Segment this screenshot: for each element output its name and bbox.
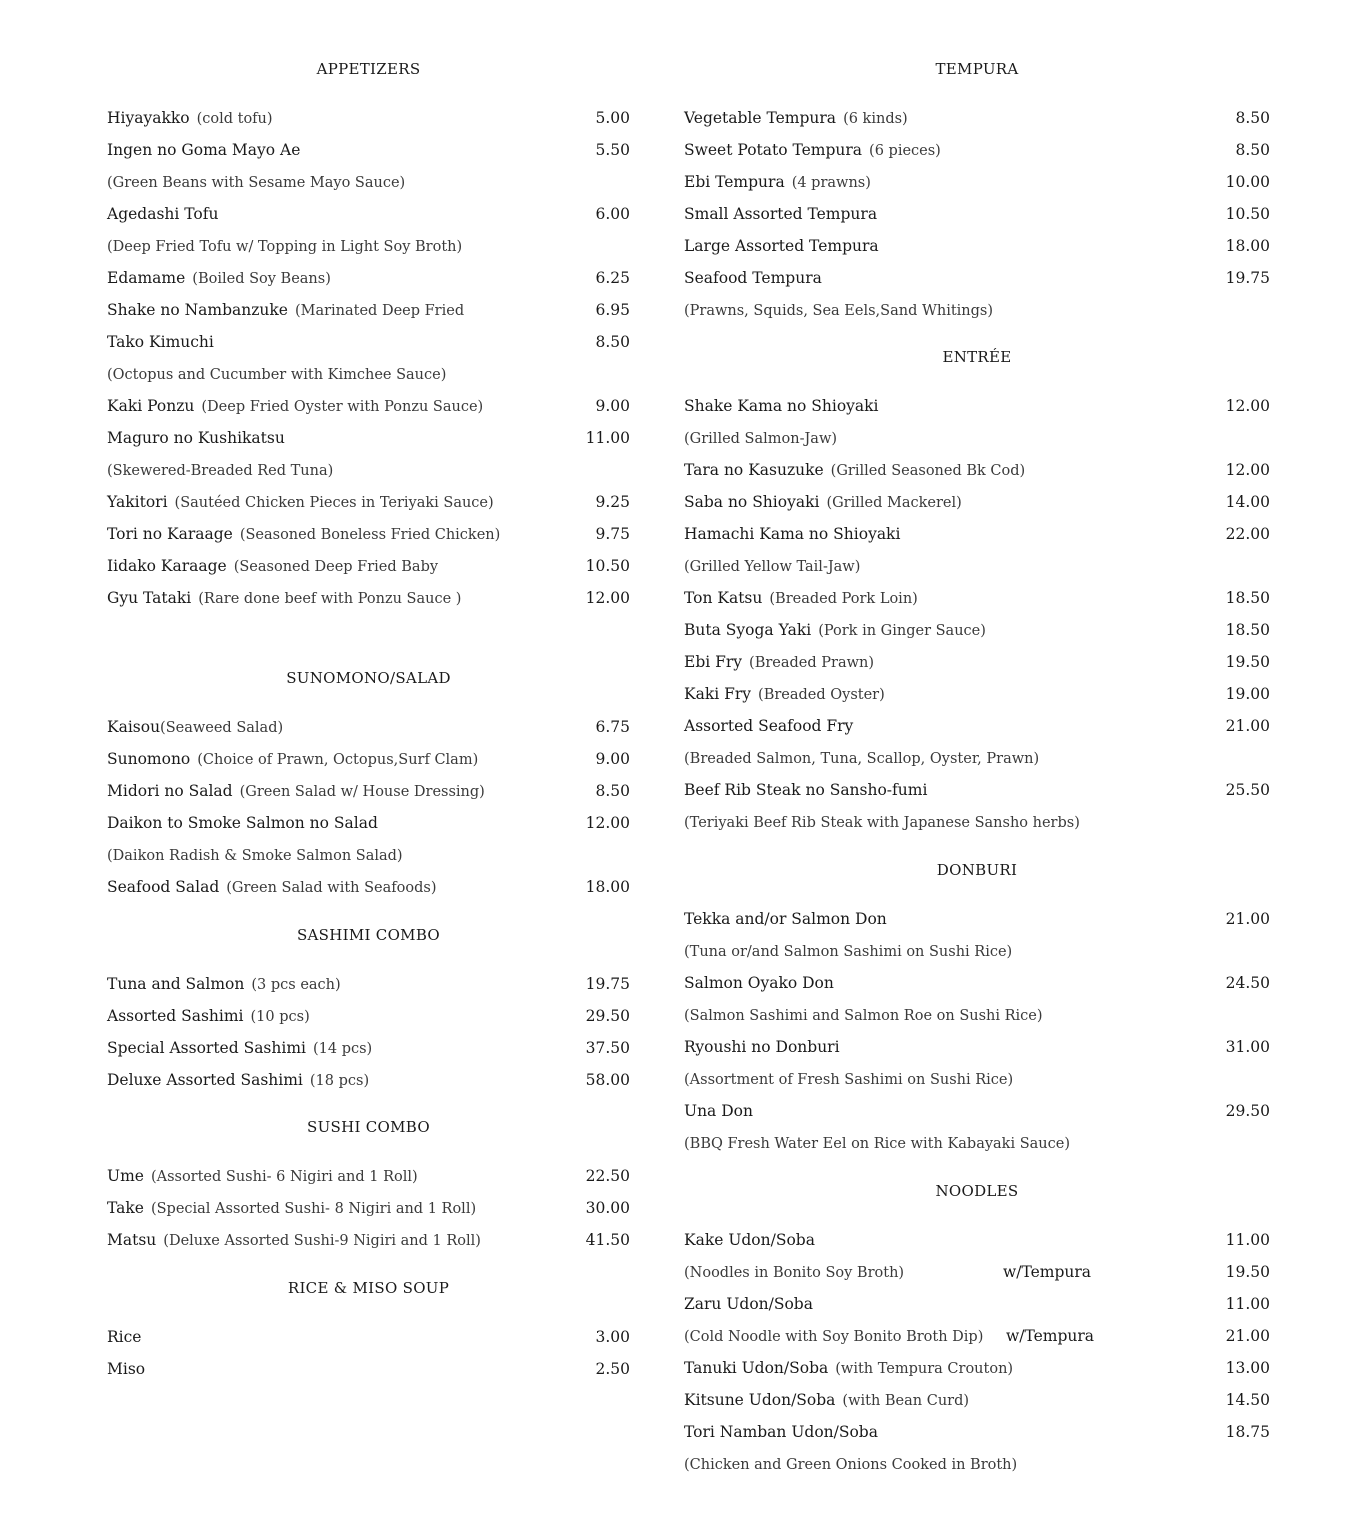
item-desc: (Breaded Salmon, Tuna, Scallop, Oyster, Prawn) bbox=[684, 751, 1040, 767]
menu-item bbox=[684, 106, 1270, 130]
item-name: Kaki Ponzu bbox=[107, 397, 195, 415]
item-desc: (6 kinds) bbox=[843, 111, 908, 127]
item-name: Sunomono bbox=[107, 750, 191, 768]
item-price: 18.75 bbox=[1225, 1423, 1270, 1441]
section-heading-noodles: NOODLES bbox=[935, 1182, 1019, 1200]
item-name: Tori Namban Udon/Soba bbox=[684, 1423, 878, 1441]
item-price: 21.00 bbox=[1225, 1327, 1270, 1345]
item-price: 14.00 bbox=[1225, 493, 1270, 511]
menu-item bbox=[107, 522, 630, 546]
item-desc: (14 pcs) bbox=[312, 1041, 373, 1057]
menu-item bbox=[684, 778, 1270, 802]
item-price: 8.50 bbox=[595, 782, 630, 800]
menu-item bbox=[107, 586, 630, 610]
item-price: 8.50 bbox=[1235, 141, 1270, 159]
item-desc: (Assortment of Fresh Sashimi on Sushi Rice) bbox=[684, 1072, 1014, 1088]
item-desc: (Daikon Radish & Smoke Salmon Salad) bbox=[107, 848, 403, 864]
item-price: 3.00 bbox=[595, 1328, 630, 1346]
section-heading-salad: SUNOMONO/SALAD bbox=[286, 669, 451, 687]
item-desc: (Cold Noodle with Soy Bonito Broth Dip) bbox=[684, 1329, 984, 1345]
item-price: 18.50 bbox=[1225, 621, 1270, 639]
item-desc: (Seasoned Boneless Fried Chicken) bbox=[239, 527, 501, 543]
item-desc: (Teriyaki Beef Rib Steak with Japanese Sansho herbs) bbox=[684, 815, 1080, 831]
item-desc: (Deep Fried Oyster with Ponzu Sauce) bbox=[201, 399, 484, 415]
item-desc: (Seasoned Deep Fried Baby bbox=[233, 559, 439, 575]
menu-item-desc-line bbox=[684, 1067, 1270, 1091]
item-price: 19.00 bbox=[1225, 685, 1270, 703]
menu-item bbox=[107, 394, 630, 418]
menu-item bbox=[684, 394, 1270, 418]
menu-item bbox=[684, 714, 1270, 738]
item-name: Tekka and/or Salmon Don bbox=[684, 910, 887, 928]
item-name: Kake Udon/Soba bbox=[684, 1231, 815, 1249]
item-option: w/Tempura bbox=[1006, 1327, 1095, 1345]
item-price: 58.00 bbox=[585, 1071, 630, 1089]
item-desc: (Boiled Soy Beans) bbox=[192, 271, 331, 287]
item-price: 11.00 bbox=[1225, 1295, 1270, 1313]
item-price: 5.50 bbox=[595, 141, 630, 159]
menu-item bbox=[107, 1357, 630, 1381]
item-name: Kitsune Udon/Soba bbox=[684, 1391, 836, 1409]
item-name: Vegetable Tempura bbox=[684, 109, 837, 127]
menu-item bbox=[684, 202, 1270, 226]
item-desc: (18 pcs) bbox=[309, 1073, 370, 1089]
item-price: 9.00 bbox=[595, 750, 630, 768]
item-desc: (BBQ Fresh Water Eel on Rice with Kabayaki Sauce) bbox=[684, 1136, 1070, 1152]
item-desc: (Breaded Oyster) bbox=[758, 687, 885, 703]
item-desc: (Green Salad with Seafoods) bbox=[226, 880, 437, 896]
item-desc: (Pork in Ginger Sauce) bbox=[818, 623, 986, 639]
item-price: 19.50 bbox=[1225, 1263, 1270, 1281]
menu-item-desc-line bbox=[684, 746, 1270, 770]
item-price: 18.00 bbox=[585, 878, 630, 896]
item-price: 6.95 bbox=[595, 301, 630, 319]
menu-item bbox=[107, 811, 630, 835]
menu-item bbox=[684, 1388, 1270, 1412]
item-price: 5.00 bbox=[595, 109, 630, 127]
menu-item-desc-line bbox=[684, 1452, 1270, 1476]
menu-item bbox=[684, 234, 1270, 258]
item-price: 10.00 bbox=[1225, 173, 1270, 191]
item-name: Kaki Fry bbox=[684, 685, 752, 703]
item-name: Assorted Seafood Fry bbox=[684, 717, 854, 735]
menu-item bbox=[684, 1035, 1270, 1059]
item-price: 22.50 bbox=[585, 1167, 630, 1185]
item-desc: (Grilled Seasoned Bk Cod) bbox=[830, 463, 1026, 479]
item-desc: (Chicken and Green Onions Cooked in Broth) bbox=[684, 1457, 1018, 1473]
menu-item-desc-line bbox=[684, 554, 1270, 578]
menu-item bbox=[684, 1356, 1270, 1380]
menu-item bbox=[684, 1292, 1270, 1316]
menu-item-desc-line bbox=[684, 1260, 1270, 1284]
menu-item bbox=[107, 426, 630, 450]
item-desc: (Salmon Sashimi and Salmon Roe on Sushi Rice) bbox=[684, 1008, 1043, 1024]
item-price: 12.00 bbox=[1225, 397, 1270, 415]
menu-item bbox=[107, 1036, 630, 1060]
item-name: Midori no Salad bbox=[107, 782, 233, 800]
item-price: 21.00 bbox=[1225, 717, 1270, 735]
menu-item bbox=[107, 490, 630, 514]
item-price: 9.00 bbox=[595, 397, 630, 415]
item-price: 9.25 bbox=[595, 493, 630, 511]
item-name: Iidako Karaage bbox=[107, 557, 227, 575]
item-name: Edamame bbox=[107, 269, 186, 287]
item-name: Assorted Sashimi bbox=[107, 1007, 244, 1025]
item-name: Gyu Tataki bbox=[107, 589, 192, 607]
item-name: Ebi Fry bbox=[684, 653, 743, 671]
item-desc: (Octopus and Cucumber with Kimchee Sauce) bbox=[107, 367, 447, 383]
menu-item-desc-line bbox=[107, 843, 630, 867]
item-desc: (Green Beans with Sesame Mayo Sauce) bbox=[107, 175, 406, 191]
item-desc: (3 pcs each) bbox=[251, 977, 341, 993]
item-name: Kaisou bbox=[107, 718, 161, 736]
item-name: Tuna and Salmon bbox=[107, 975, 245, 993]
item-price: 19.50 bbox=[1225, 653, 1270, 671]
item-name: Large Assorted Tempura bbox=[684, 237, 879, 255]
item-desc: (6 pieces) bbox=[869, 143, 941, 159]
item-price: 8.50 bbox=[1235, 109, 1270, 127]
item-desc: (10 pcs) bbox=[250, 1009, 310, 1025]
menu-item bbox=[107, 1228, 630, 1252]
item-name: Yakitori bbox=[107, 493, 168, 511]
menu-item-desc-line bbox=[684, 939, 1270, 963]
item-price: 11.00 bbox=[585, 429, 630, 447]
item-name: Hiyayakko bbox=[107, 109, 190, 127]
item-price: 13.00 bbox=[1225, 1359, 1270, 1377]
menu-item bbox=[107, 1068, 630, 1092]
section-heading-appetizers: APPETIZERS bbox=[316, 60, 421, 78]
item-desc: (Marinated Deep Fried bbox=[294, 303, 465, 319]
item-name: Deluxe Assorted Sashimi bbox=[107, 1071, 303, 1089]
item-desc: (Breaded Pork Loin) bbox=[769, 591, 918, 607]
section-heading-donburi: DONBURI bbox=[936, 861, 1018, 879]
item-name: Ingen no Goma Mayo Ae bbox=[107, 141, 301, 159]
item-price: 19.75 bbox=[585, 975, 630, 993]
item-desc: (Seaweed Salad) bbox=[160, 720, 284, 736]
item-desc: (Choice of Prawn, Octopus,Surf Clam) bbox=[197, 752, 479, 768]
menu-item bbox=[107, 1004, 630, 1028]
item-name: Miso bbox=[107, 1360, 146, 1378]
menu-item bbox=[107, 138, 630, 162]
item-desc: (with Bean Curd) bbox=[842, 1393, 970, 1409]
item-name: Tanuki Udon/Soba bbox=[684, 1359, 829, 1377]
menu-item bbox=[684, 1099, 1270, 1123]
section-heading-sashimi: SASHIMI COMBO bbox=[296, 926, 441, 944]
item-desc: (Rare done beef with Ponzu Sauce ) bbox=[198, 591, 462, 607]
item-price: 6.00 bbox=[595, 205, 630, 223]
item-name: Tako Kimuchi bbox=[107, 333, 214, 351]
item-price: 8.50 bbox=[595, 333, 630, 351]
item-name: Hamachi Kama no Shioyaki bbox=[684, 525, 901, 543]
menu-item bbox=[684, 907, 1270, 931]
menu-item bbox=[684, 1228, 1270, 1252]
item-desc: (Noodles in Bonito Soy Broth) bbox=[684, 1265, 905, 1281]
menu-item bbox=[107, 298, 630, 322]
item-name: Tori no Karaage bbox=[107, 525, 233, 543]
menu-item bbox=[684, 522, 1270, 546]
menu-item bbox=[684, 1420, 1270, 1444]
item-price: 10.50 bbox=[1225, 205, 1270, 223]
item-price: 30.00 bbox=[585, 1199, 630, 1217]
item-name: Sweet Potato Tempura bbox=[684, 141, 863, 159]
menu-item-desc-line bbox=[107, 362, 630, 386]
item-name: Take bbox=[107, 1199, 144, 1217]
item-price: 9.75 bbox=[595, 525, 630, 543]
item-desc: (Prawns, Squids, Sea Eels,Sand Whitings) bbox=[684, 303, 994, 319]
item-price: 21.00 bbox=[1225, 910, 1270, 928]
item-name: Shake no Nambanzuke bbox=[107, 301, 288, 319]
item-name: Salmon Oyako Don bbox=[684, 974, 834, 992]
menu-item bbox=[107, 266, 630, 290]
item-price: 6.25 bbox=[595, 269, 630, 287]
item-desc: (Deluxe Assorted Sushi-9 Nigiri and 1 Roll) bbox=[163, 1233, 481, 1249]
item-desc: (Deep Fried Tofu w/ Topping in Light Soy Broth) bbox=[107, 239, 463, 255]
menu-item bbox=[107, 330, 630, 354]
item-price: 24.50 bbox=[1225, 974, 1270, 992]
menu-item bbox=[107, 747, 630, 771]
item-desc: (Green Salad w/ House Dressing) bbox=[239, 784, 485, 800]
item-name: Seafood Tempura bbox=[684, 269, 822, 287]
item-name: Ebi Tempura bbox=[684, 173, 785, 191]
menu-item-desc-line bbox=[684, 1324, 1270, 1348]
item-desc: (4 prawns) bbox=[791, 175, 871, 191]
item-name: Ume bbox=[107, 1167, 144, 1185]
menu-item-desc-line bbox=[684, 426, 1270, 450]
menu-item-desc-line bbox=[107, 458, 630, 482]
item-name: Una Don bbox=[684, 1102, 753, 1120]
item-desc: (Tuna or/and Salmon Sashimi on Sushi Rice) bbox=[684, 944, 1013, 960]
item-desc: (Special Assorted Sushi- 8 Nigiri and 1 Roll) bbox=[150, 1201, 477, 1217]
item-price: 29.50 bbox=[585, 1007, 630, 1025]
item-price: 25.50 bbox=[1225, 781, 1270, 799]
item-name: Tara no Kasuzuke bbox=[684, 461, 824, 479]
item-name: Small Assorted Tempura bbox=[684, 205, 878, 223]
menu-item-desc-line bbox=[107, 234, 630, 258]
item-desc: (Grilled Mackerel) bbox=[826, 495, 962, 511]
menu-item-desc-line bbox=[684, 298, 1270, 322]
menu-item bbox=[684, 458, 1270, 482]
menu-item bbox=[684, 170, 1270, 194]
menu-item bbox=[684, 586, 1270, 610]
item-price: 6.75 bbox=[595, 718, 630, 736]
item-price: 12.00 bbox=[585, 814, 630, 832]
menu-item bbox=[107, 202, 630, 226]
item-desc: (Skewered-Breaded Red Tuna) bbox=[107, 463, 334, 479]
item-desc: (Grilled Yellow Tail-Jaw) bbox=[684, 559, 861, 575]
item-price: 18.00 bbox=[1225, 237, 1270, 255]
item-desc: (cold tofu) bbox=[196, 111, 273, 127]
menu-item bbox=[107, 1196, 630, 1220]
menu-item bbox=[107, 1164, 630, 1188]
item-name: Maguro no Kushikatsu bbox=[107, 429, 285, 447]
section-heading-tempura: TEMPURA bbox=[935, 60, 1019, 78]
item-price: 2.50 bbox=[595, 1360, 630, 1378]
menu-item-desc-line bbox=[684, 1003, 1270, 1027]
menu-item bbox=[107, 1325, 630, 1349]
section-heading-rice-miso: RICE & MISO SOUP bbox=[287, 1279, 450, 1297]
section-heading-sushi: SUSHI COMBO bbox=[307, 1118, 430, 1136]
menu-item bbox=[684, 971, 1270, 995]
item-name: Beef Rib Steak no Sansho-fumi bbox=[684, 781, 928, 799]
menu-item bbox=[684, 138, 1270, 162]
item-name: Saba no Shioyaki bbox=[684, 493, 820, 511]
menu-item bbox=[107, 106, 630, 130]
menu-item bbox=[107, 715, 630, 739]
menu-item bbox=[684, 650, 1270, 674]
item-name: Ton Katsu bbox=[684, 589, 763, 607]
item-desc: (Assorted Sushi- 6 Nigiri and 1 Roll) bbox=[150, 1169, 418, 1185]
item-desc: (with Tempura Crouton) bbox=[835, 1361, 1014, 1377]
item-price: 18.50 bbox=[1225, 589, 1270, 607]
menu-item bbox=[107, 554, 630, 578]
item-price: 22.00 bbox=[1225, 525, 1270, 543]
item-name: Special Assorted Sashimi bbox=[107, 1039, 306, 1057]
item-price: 11.00 bbox=[1225, 1231, 1270, 1249]
section-heading-entree: ENTRÉE bbox=[942, 348, 1012, 366]
item-price: 31.00 bbox=[1225, 1038, 1270, 1056]
item-name: Matsu bbox=[107, 1231, 157, 1249]
item-option: w/Tempura bbox=[1003, 1263, 1092, 1281]
item-name: Seafood Salad bbox=[107, 878, 220, 896]
item-name: Ryoushi no Donburi bbox=[684, 1038, 840, 1056]
item-price: 12.00 bbox=[585, 589, 630, 607]
item-name: Shake Kama no Shioyaki bbox=[684, 397, 879, 415]
menu-item bbox=[107, 875, 630, 899]
menu-item-desc-line bbox=[684, 810, 1270, 834]
menu-item bbox=[107, 972, 630, 996]
item-desc: (Sautéed Chicken Pieces in Teriyaki Sauce) bbox=[174, 495, 494, 511]
menu-item bbox=[684, 490, 1270, 514]
item-desc: (Grilled Salmon-Jaw) bbox=[684, 431, 838, 447]
item-price: 19.75 bbox=[1225, 269, 1270, 287]
item-price: 37.50 bbox=[585, 1039, 630, 1057]
menu-item-desc-line bbox=[107, 170, 630, 194]
item-price: 29.50 bbox=[1225, 1102, 1270, 1120]
item-name: Daikon to Smoke Salmon no Salad bbox=[107, 814, 378, 832]
menu-item bbox=[684, 618, 1270, 642]
item-price: 10.50 bbox=[585, 557, 630, 575]
item-name: Buta Syoga Yaki bbox=[684, 621, 812, 639]
item-price: 41.50 bbox=[585, 1231, 630, 1249]
menu-item bbox=[107, 779, 630, 803]
item-price: 12.00 bbox=[1225, 461, 1270, 479]
item-name: Rice bbox=[107, 1328, 142, 1346]
menu-item bbox=[684, 266, 1270, 290]
item-name: Agedashi Tofu bbox=[107, 205, 219, 223]
menu-item bbox=[684, 682, 1270, 706]
item-name: Zaru Udon/Soba bbox=[684, 1295, 813, 1313]
item-price: 14.50 bbox=[1225, 1391, 1270, 1409]
menu-item-desc-line bbox=[684, 1131, 1270, 1155]
item-desc: (Breaded Prawn) bbox=[749, 655, 875, 671]
